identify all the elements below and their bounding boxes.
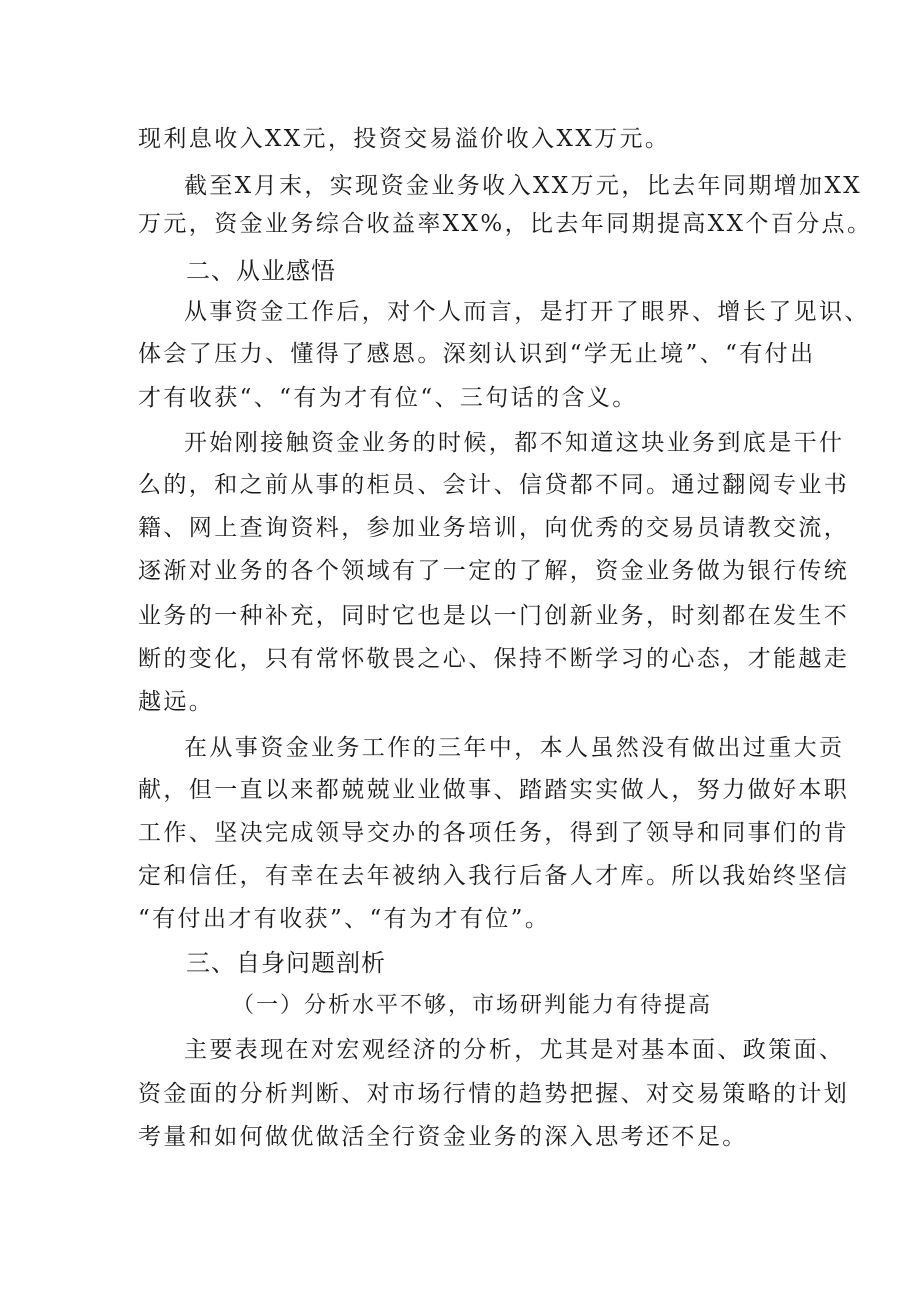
- paragraph-line: 现利息收入XX元，投资交易溢价收入XX万元。: [138, 126, 671, 152]
- paragraph-line: 万元，资金业务综合收益率XX%，比去年同期提高XX个百分点。: [138, 211, 873, 237]
- paragraph-line: 体会了压力、懂得了感恩。深刻认识到“学无止境”、“有付出: [138, 341, 816, 367]
- paragraph-line: 献，但一直以来都兢兢业业做事、踏踏实实做人，努力做好本职: [138, 777, 850, 803]
- paragraph-line: 逐渐对业务的各个领域有了一定的了解，资金业务做为银行传统: [138, 558, 850, 584]
- paragraph-line: 从事资金工作后，对个人而言，是打开了眼界、增长了见识、: [184, 299, 870, 325]
- section-heading: 二、从业感悟: [186, 257, 336, 285]
- paragraph-line: 断的变化，只有常怀敬畏之心、保持不断学习的心态，才能越走: [138, 646, 850, 672]
- paragraph-line: “有付出才有收获”、“有为才有位”。: [138, 906, 551, 932]
- paragraph-line: 主要表现在对宏观经济的分析，尤其是对基本面、政策面、: [184, 1037, 845, 1063]
- paragraph-line: 才有收获“、“有为才有位“、三句话的含义。: [138, 385, 638, 411]
- paragraph-line: 开始刚接触资金业务的时候，都不知道这块业务到底是干什: [184, 430, 845, 456]
- section-heading: 三、自身问题剖析: [186, 949, 386, 977]
- paragraph-line: 定和信任，有幸在去年被纳入我行后备人才库。所以我始终坚信: [138, 863, 850, 889]
- paragraph-line: 籍、网上查询资料，参加业务培训，向优秀的交易员请教交流，: [138, 515, 850, 541]
- paragraph-line: 资金面的分析判断、对市场行情的趋势把握、对交易策略的计划: [138, 1081, 850, 1107]
- paragraph-line: 在从事资金业务工作的三年中，本人虽然没有做出过重大贡: [184, 735, 845, 761]
- paragraph-line: 么的，和之前从事的柜员、会计、信贷都不同。通过翻阅专业书: [138, 472, 850, 498]
- paragraph-line: 工作、坚决完成领导交办的各项任务，得到了领导和同事们的肯: [138, 820, 850, 846]
- paragraph-line: 业务的一种补充，同时它也是以一门创新业务，时刻都在发生不: [138, 603, 850, 629]
- paragraph-line: 截至X月末，实现资金业务收入XX万元，比去年同期增加XX: [184, 173, 863, 199]
- subsection-heading: （一）分析水平不够，市场研判能力有待提高: [232, 993, 713, 1018]
- paragraph-line: 考量和如何做优做活全行资金业务的深入思考还不足。: [138, 1124, 748, 1150]
- paragraph-line: 越远。: [138, 689, 215, 715]
